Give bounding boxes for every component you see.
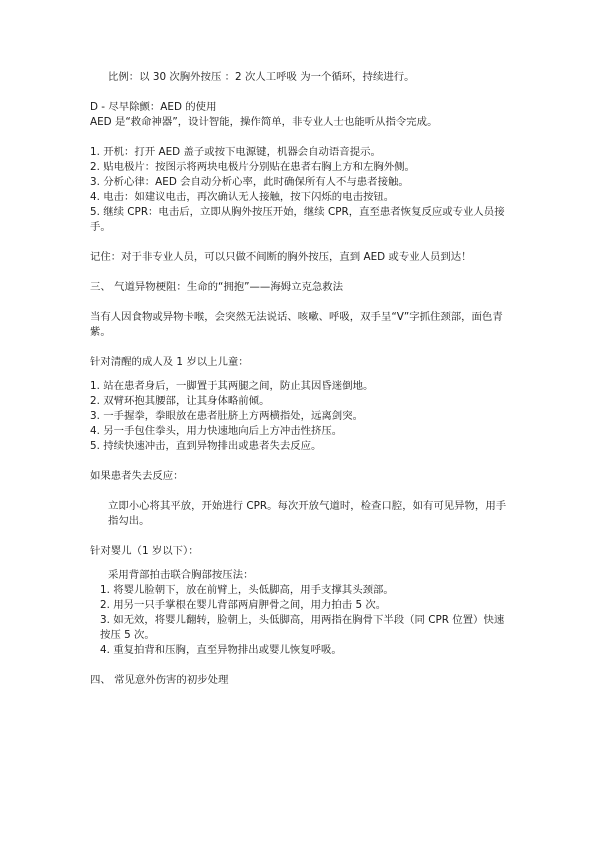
section3-heading: 三、 气道异物梗阻：生命的“拥抱”——海姆立克急救法 [90, 281, 344, 293]
list-item: 5. 继续 CPR：电击后，立即从胸外按压开始，继续 CPR，直至患者恢复反应或专业人员接手。 [90, 206, 505, 233]
infant-steps-list [90, 583, 510, 658]
list-item: 2. 贴电极片：按图示将两块电极片分别贴在患者右胸上方和左胸外侧。 [90, 161, 415, 173]
adult-steps-list [90, 379, 510, 454]
list-item: 2. 双臂环抱其腰部，让其身体略前倾。 [90, 395, 270, 407]
aed-intro: AED 是“救命神器”，设计智能，操作简单，非专业人士也能听从指令完成。 [90, 116, 438, 128]
section4-heading: 四、 常见意外伤害的初步处理 [90, 674, 229, 686]
aed-steps-list [90, 145, 510, 235]
list-item: 1. 将婴儿脸朝下，放在前臂上，头低脚高，用手支撑其头颈部。 [100, 584, 394, 596]
unresponsive-heading: 如果患者失去反应： [90, 470, 184, 482]
list-item: 4. 另一手包住拳头，用力快速地向后上方冲击性挤压。 [90, 425, 343, 437]
list-item: 3. 如无效，将婴儿翻转，脸朝上，头低脚高，用两指在胸骨下半段（同 CPR 位置）快速按压 5 次。 [100, 614, 505, 641]
unresponsive-text: 立即小心将其平放，开始进行 CPR。每次开放气道时，检查口腔，如有可见异物，用手指勾出。 [108, 500, 507, 527]
list-item: 4. 重复拍背和压胸，直至异物排出或婴儿恢复呼吸。 [100, 644, 342, 656]
infant-heading: 针对婴儿（1 岁以下）： [90, 545, 199, 557]
list-item: 3. 分析心律：AED 会自动分析心率，此时确保所有人不与患者接触。 [90, 176, 409, 188]
section3-intro: 当有人因食物或异物卡喉，会突然无法说话、咳嗽、呼吸，双手呈“V”字抓住颈部，面色青紫。 [90, 311, 503, 338]
list-item: 4. 电击：如建议电击，再次确认无人接触，按下闪烁的电击按钮。 [90, 191, 395, 203]
list-item: 1. 开机：打开 AED 盖子或按下电源键，机器会自动语音提示。 [90, 146, 381, 158]
list-item: 3. 一手握拳，拳眼放在患者肚脐上方两横指处，远离剑突。 [90, 410, 363, 422]
ratio-line: 比例：以 30 次胸外按压 ：2 次人工呼吸 为一个循环，持续进行。 [108, 71, 415, 83]
list-item: 1. 站在患者身后，一脚置于其两腿之间，防止其因昏迷倒地。 [90, 380, 374, 392]
list-item: 2. 用另一只手掌根在婴儿背部两肩胛骨之间，用力拍击 5 次。 [100, 599, 387, 611]
adult-heading: 针对清醒的成人及 1 岁以上儿童： [90, 356, 249, 368]
list-item: 5. 持续快速冲击，直到异物排出或患者失去反应。 [90, 440, 322, 452]
document-page [90, 70, 510, 688]
infant-intro: 采用背部拍击联合胸部按压法： [108, 569, 254, 581]
aed-note: 记住：对于非专业人员，可以只做不间断的胸外按压，直到 AED 或专业人员到达！ [90, 251, 472, 263]
aed-heading: D - 尽早除颤：AED 的使用 [90, 101, 217, 113]
